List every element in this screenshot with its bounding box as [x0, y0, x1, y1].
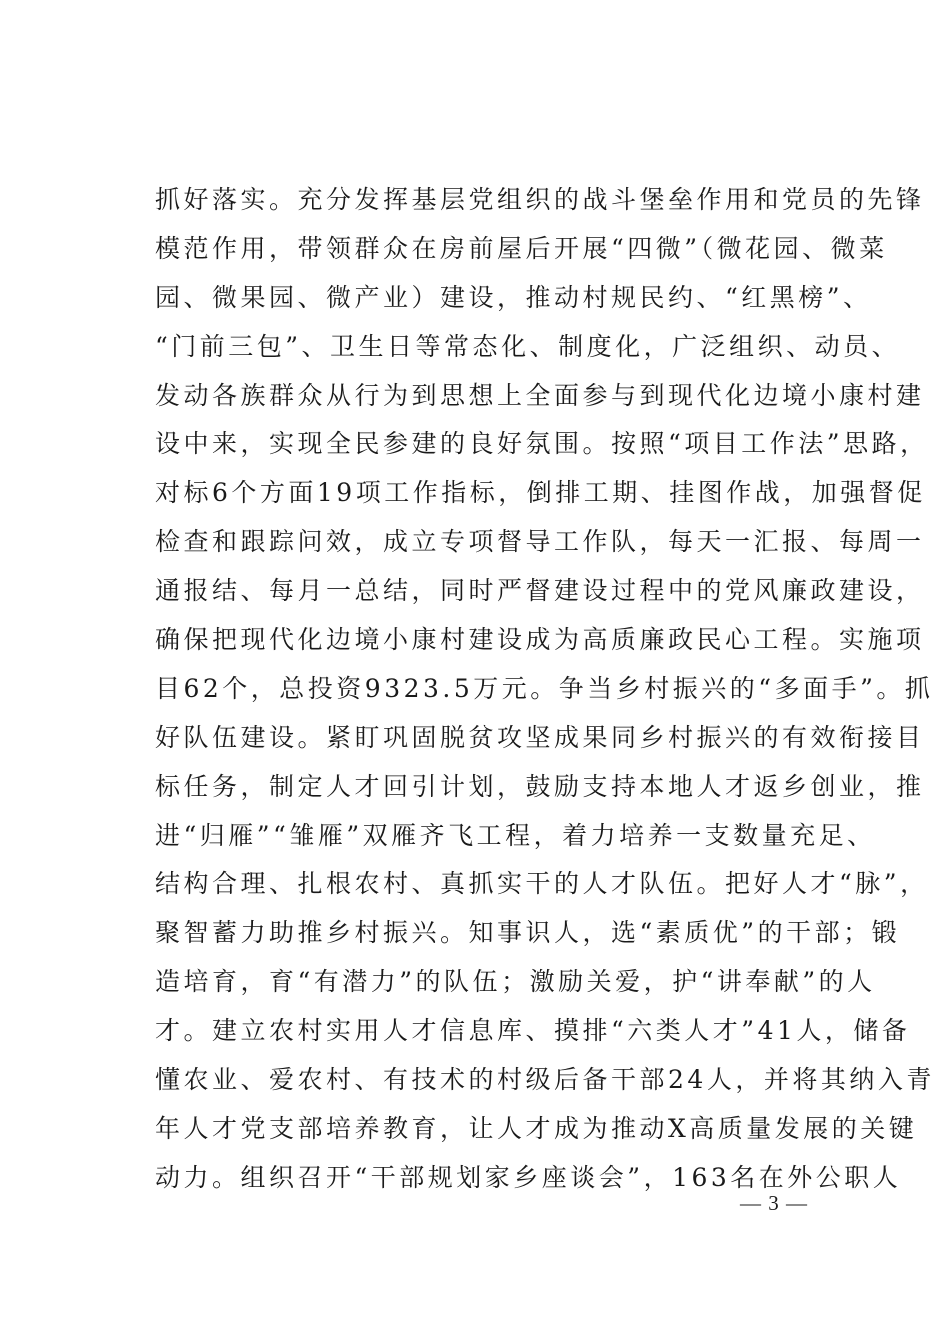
- text-line: 标任务，制定人才回引计划，鼓励支持本地人才返乡创业，推: [155, 771, 925, 801]
- text-line: 园、微果园、微产业）建设，推动村规民约、“红黑榜”、: [155, 282, 872, 312]
- text-line: 抓好落实。充分发挥基层党组织的战斗堡垒作用和党员的先锋: [155, 185, 925, 214]
- text-line: “门前三包”、卫生日等常态化、制度化，广泛组织、动员、: [155, 331, 901, 361]
- text-line: 懂农业、爱农村、有技术的村级后备干部24人，并将其纳入青: [155, 1065, 935, 1095]
- text-line: 年人才党支部培养教育，让人才成为推动X高质量发展的关键: [155, 1113, 918, 1143]
- text-line: 结构合理、扎根农村、真抓实干的人才队伍。把好人才“脉”，: [155, 869, 929, 899]
- text-line: 确保把现代化边境小康村建设成为高质廉政民心工程。实施项: [155, 625, 925, 655]
- text-line: 检查和跟踪问效，成立专项督导工作队，每天一汇报、每周一: [155, 527, 925, 557]
- text-line: 设中来，实现全民参建的良好氛围。按照“项目工作法”思路，: [155, 429, 929, 459]
- text-line: 才。建立农村实用人才信息库、摸排“六类人才”41人，储备: [155, 1016, 911, 1046]
- text-line: 发动各族群众从行为到思想上全面参与到现代化边境小康村建: [155, 380, 925, 410]
- body-paragraph: [155, 176, 935, 1203]
- text-line: 造培育，育“有潜力”的队伍；激励关爱，护“讲奉献”的人: [155, 967, 876, 997]
- text-line: 模范作用，带领群众在房前屋后开展“四微”（微花园、微菜: [155, 233, 888, 263]
- text-line: 目62个，总投资9323.5万元。争当乡村振兴的“多面手”。抓: [155, 673, 934, 703]
- page-number: — 3 —: [740, 1191, 808, 1215]
- text-line: 好队伍建设。紧盯巩固脱贫攻坚成果同乡村振兴的有效衔接目: [155, 722, 925, 752]
- text-line: 进“归雁”“雏雁”双雁齐飞工程，着力培养一支数量充足、: [155, 820, 876, 850]
- text-line: 对标6个方面19项工作指标，倒排工期、挂图作战，加强督促: [155, 478, 926, 508]
- text-line: 动力。组织召开“干部规划家乡座谈会”，163名在外公职人: [155, 1162, 902, 1192]
- text-line: 通报结、每月一总结，同时严督建设过程中的党风廉政建设，: [155, 576, 925, 606]
- text-line: 聚智蓄力助推乡村振兴。知事识人，选“素质优”的干部；锻: [155, 918, 901, 948]
